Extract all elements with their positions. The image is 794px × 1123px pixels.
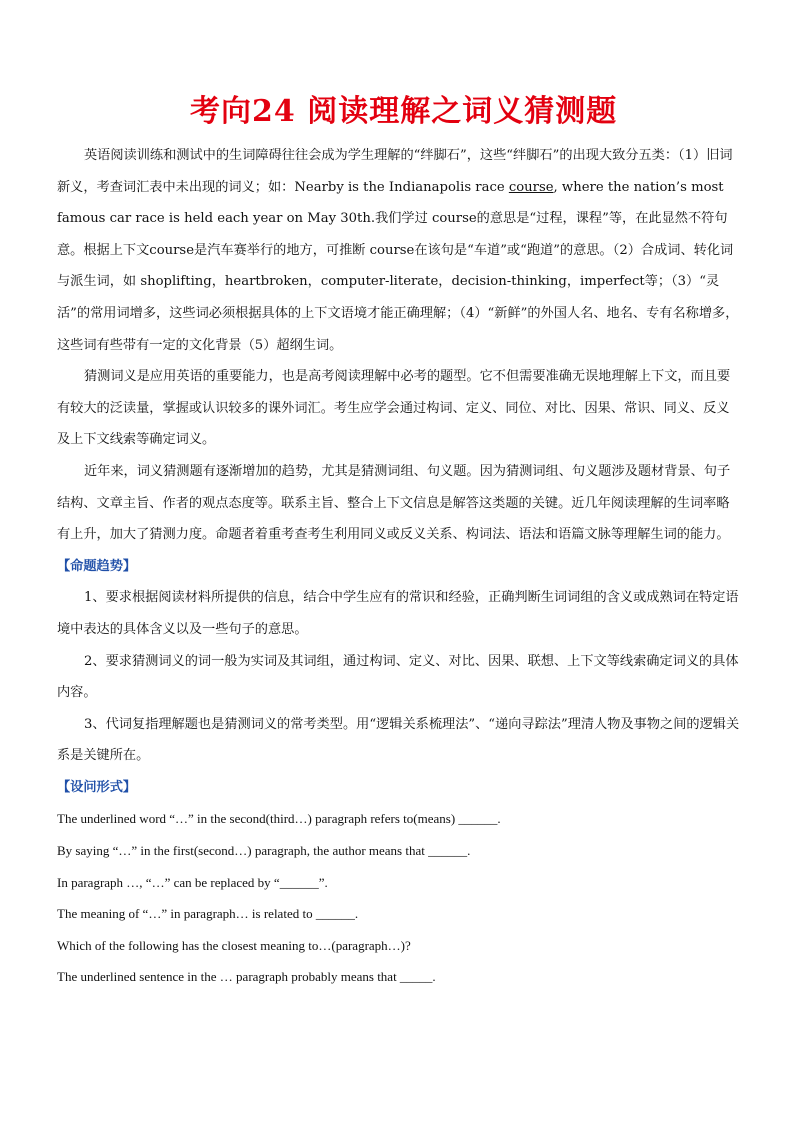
question-form-2: By saying “…” in the first(second…) paragraph, the author means that ______. (57, 843, 471, 859)
trend-item-1: 1、要求根据阅读材料所提供的信息，结合中学生应有的常识和经验，正确判断生词词组的含义或成熟词在特定语境中表达的具体含义以及一些句子的意思。 (57, 590, 739, 637)
forms-heading: 【设问形式】 (57, 779, 137, 795)
intro-paragraph-3: 近年来，词义猜测题有逐渐增加的趋势，尤其是猜测词组、句义题。因为猜测词组、句义题涉及题材背景、句子结构、文章主旨、作者的观点态度等。联系主旨、整合上下文信息是解答这类题的关键。近几年阅读理解的生词率略有上升，加大了猜测力度。命题者着重考查考生利用同义或反义关系、构词法、语法和语篇文脉等理解生词的能力。 (57, 463, 731, 543)
question-form-1: The underlined word “…” in the second(third…) paragraph refers to(means) ______. (57, 811, 501, 827)
underlined-word: course (508, 179, 554, 195)
intro-text-b: , where the nation’s most famous car race is held each year on May 30th.我们学过 course的意思是“过程，课程”等，在此显然不符句意。根据上下文course是汽车赛举行的地方，可推断 course在该句是“车道”或“跑道”的意思。（2）合成词、转化词与派生词，如 shoplifting，heartbroken，computer-literate，decision-thinking，imperfect等；（3）“灵活”的常用词增多，这些词必须根据具体的上下文语境才能正确理解；（4）“新鲜”的外国人名、地名、专有名称增多，这些词有些带有一定的文化背景（5）超纲生词。 (57, 179, 739, 353)
trend-item-2: 2、要求猜测词义的词一般为实词及其词组，通过构词、定义、对比、因果、联想、上下文等线索确定词义的具体内容。 (57, 653, 739, 701)
question-form-4: The meaning of “…” in paragraph… is related to ______. (57, 906, 359, 922)
trend-heading: 【命题趋势】 (57, 558, 137, 574)
page-title: 考向24 阅读理解之词义猜测题 (190, 94, 618, 129)
document-body (57, 140, 740, 993)
trend-item-3: 3、代词复指理解题也是猜测词义的常考类型。用“逻辑关系梳理法”、“递向寻踪法”理清人物及事物之间的逻辑关系是关键所在。 (57, 716, 740, 764)
question-form-3: In paragraph …, “…” can be replaced by “______”. (57, 874, 328, 890)
intro-paragraph-2: 猜测词义是应用英语的重要能力，也是高考阅读理解中必考的题型。它不但需要准确无误地理解上下文，而且要有较大的泛读量，掌握或认识较多的课外词汇。考生应学会通过构词、定义、同位、对比、因果、常识、同义、反义及上下文线索等确定词义。 (57, 369, 731, 448)
intro-text-a: 英语阅读训练和测试中的生词障碍往往会成为学生理解的“绊脚石”，这些“绊脚石”的出现大致分五类：（1）旧词新义，考查词汇表中未出现的词义；如：Nearby is the Indianapolis race (57, 148, 733, 195)
question-form-6: The underlined sentence in the … paragraph probably means that _____. (57, 969, 436, 985)
question-form-5: Which of the following has the closest meaning to…(paragraph…)? (57, 937, 411, 953)
intro-paragraph-1 (57, 140, 740, 361)
